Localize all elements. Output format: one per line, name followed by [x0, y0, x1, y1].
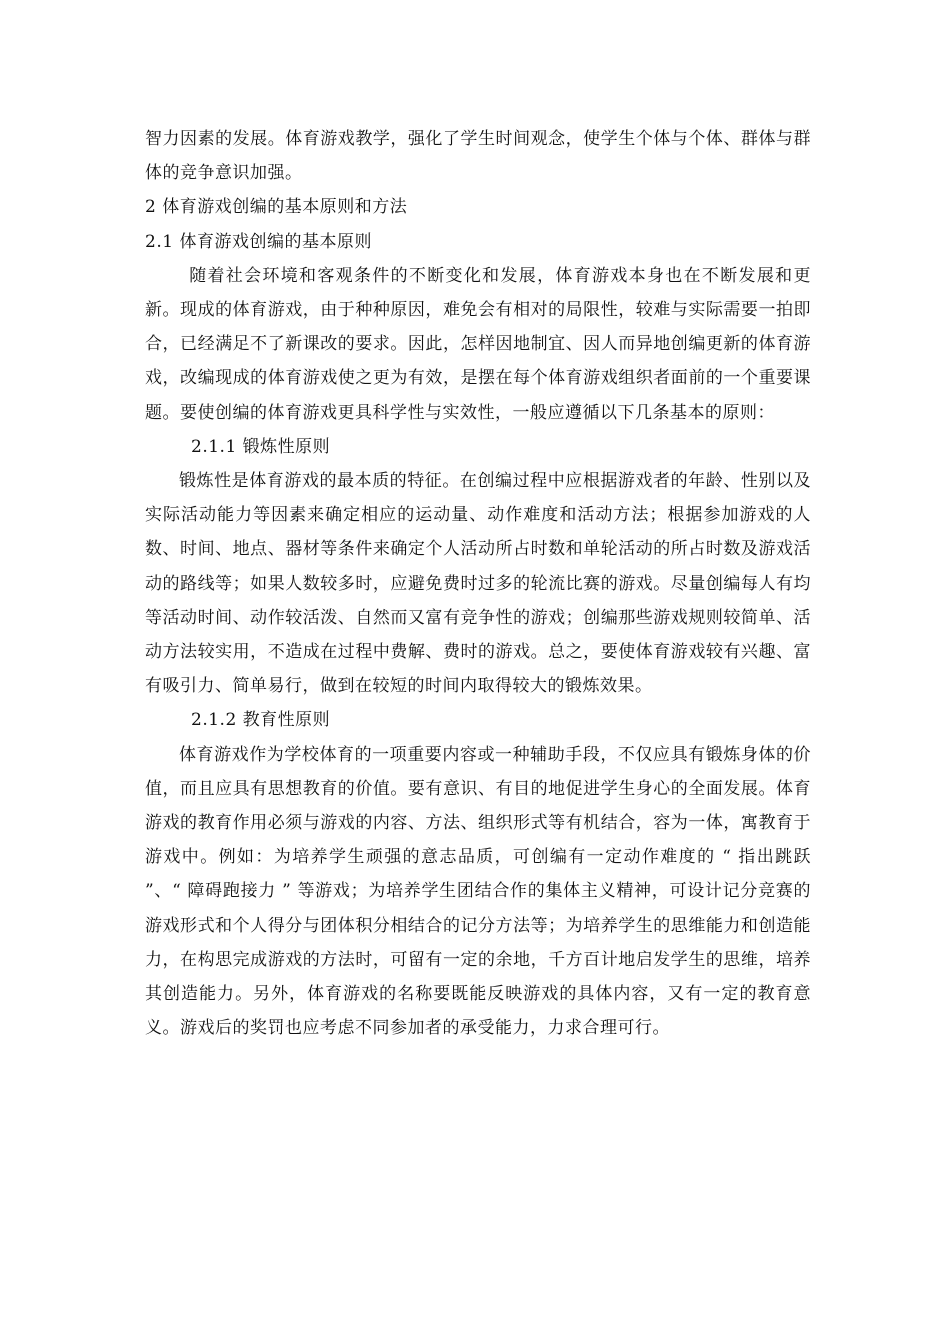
section-2-1-2-heading: 2.1.2 教育性原则 [191, 710, 331, 731]
section-2-1-1-heading: 2.1.1 锻炼性原则 [191, 436, 331, 457]
section-2-1-heading: 2.1 体育游戏创编的基本原则 [145, 231, 372, 252]
section-2-heading: 2 体育游戏创编的基本原则和方法 [145, 197, 408, 218]
section-2-1-1-paragraph: 锻炼性是体育游戏的最本质的特征。在创编过程中应根据游戏者的年龄、性别以及实际活动能力等因素来确定相应的运动量、动作难度和活动方法；根据参加游戏的人数、时间、地点、器材等条件来确定个人活动所占时数和单轮活动的所占时数及游戏活动的路线等；如果人数较多时，应避免费时过多的轮流比赛的游戏。尽量创编每人有均等活动时间、动作较活泼、自然而又富有竞争性的游戏；创编那些游戏规则较简单、活动方法较实用，不造成在过程中费解、费时的游戏。总之，要使体育游戏较有兴趣、富有吸引力、简单易行，做到在较短的时间内取得较大的锻炼效果。 [145, 471, 811, 697]
section-2-1-paragraph: 随着社会环境和客观条件的不断变化和发展，体育游戏本身也在不断发展和更新。现成的体育游戏，由于种种原因，难免会有相对的局限性，较难与实际需要一拍即合，已经满足不了新课改的要求。因此，怎样因地制宜、因人而异地创编更新的体育游戏，改编现成的体育游戏使之更为有效，是摆在每个体育游戏组织者面前的一个重要课题。要使创编的体育游戏更具科学性与实效性，一般应遵循以下几条基本的原则： [145, 265, 811, 423]
document-body [145, 122, 811, 1045]
continuation-paragraph: 智力因素的发展。体育游戏教学，强化了学生时间观念，使学生个体与个体、群体与群体的竞争意识加强。 [145, 129, 811, 184]
section-2-1-2-paragraph: 体育游戏作为学校体育的一项重要内容或一种辅助手段，不仅应具有锻炼身体的价值，而且应具有思想教育的价值。要有意识、有目的地促进学生身心的全面发展。体育游戏的教育作用必须与游戏的内容、方法、组织形式等有机结合，容为一体，寓教育于游戏中。例如：为培养学生顽强的意志品质，可创编有一定动作难度的 “ 指出跳跃 ”、“ 障碍跑接力 ” 等游戏；为培养学生团结合作的集体主义精神，可设计记分竞赛的游戏形式和个人得分与团体积分相结合的记分方法等；为培养学生的思维能力和创造能力，在构思完成游戏的方法时，可留有一定的余地，千方百计地启发学生的思维，培养其创造能力。另外，体育游戏的名称要既能反映游戏的具体内容，又有一定的教育意义。游戏后的奖罚也应考虑不同参加者的承受能力，力求合理可行。 [145, 744, 811, 1039]
